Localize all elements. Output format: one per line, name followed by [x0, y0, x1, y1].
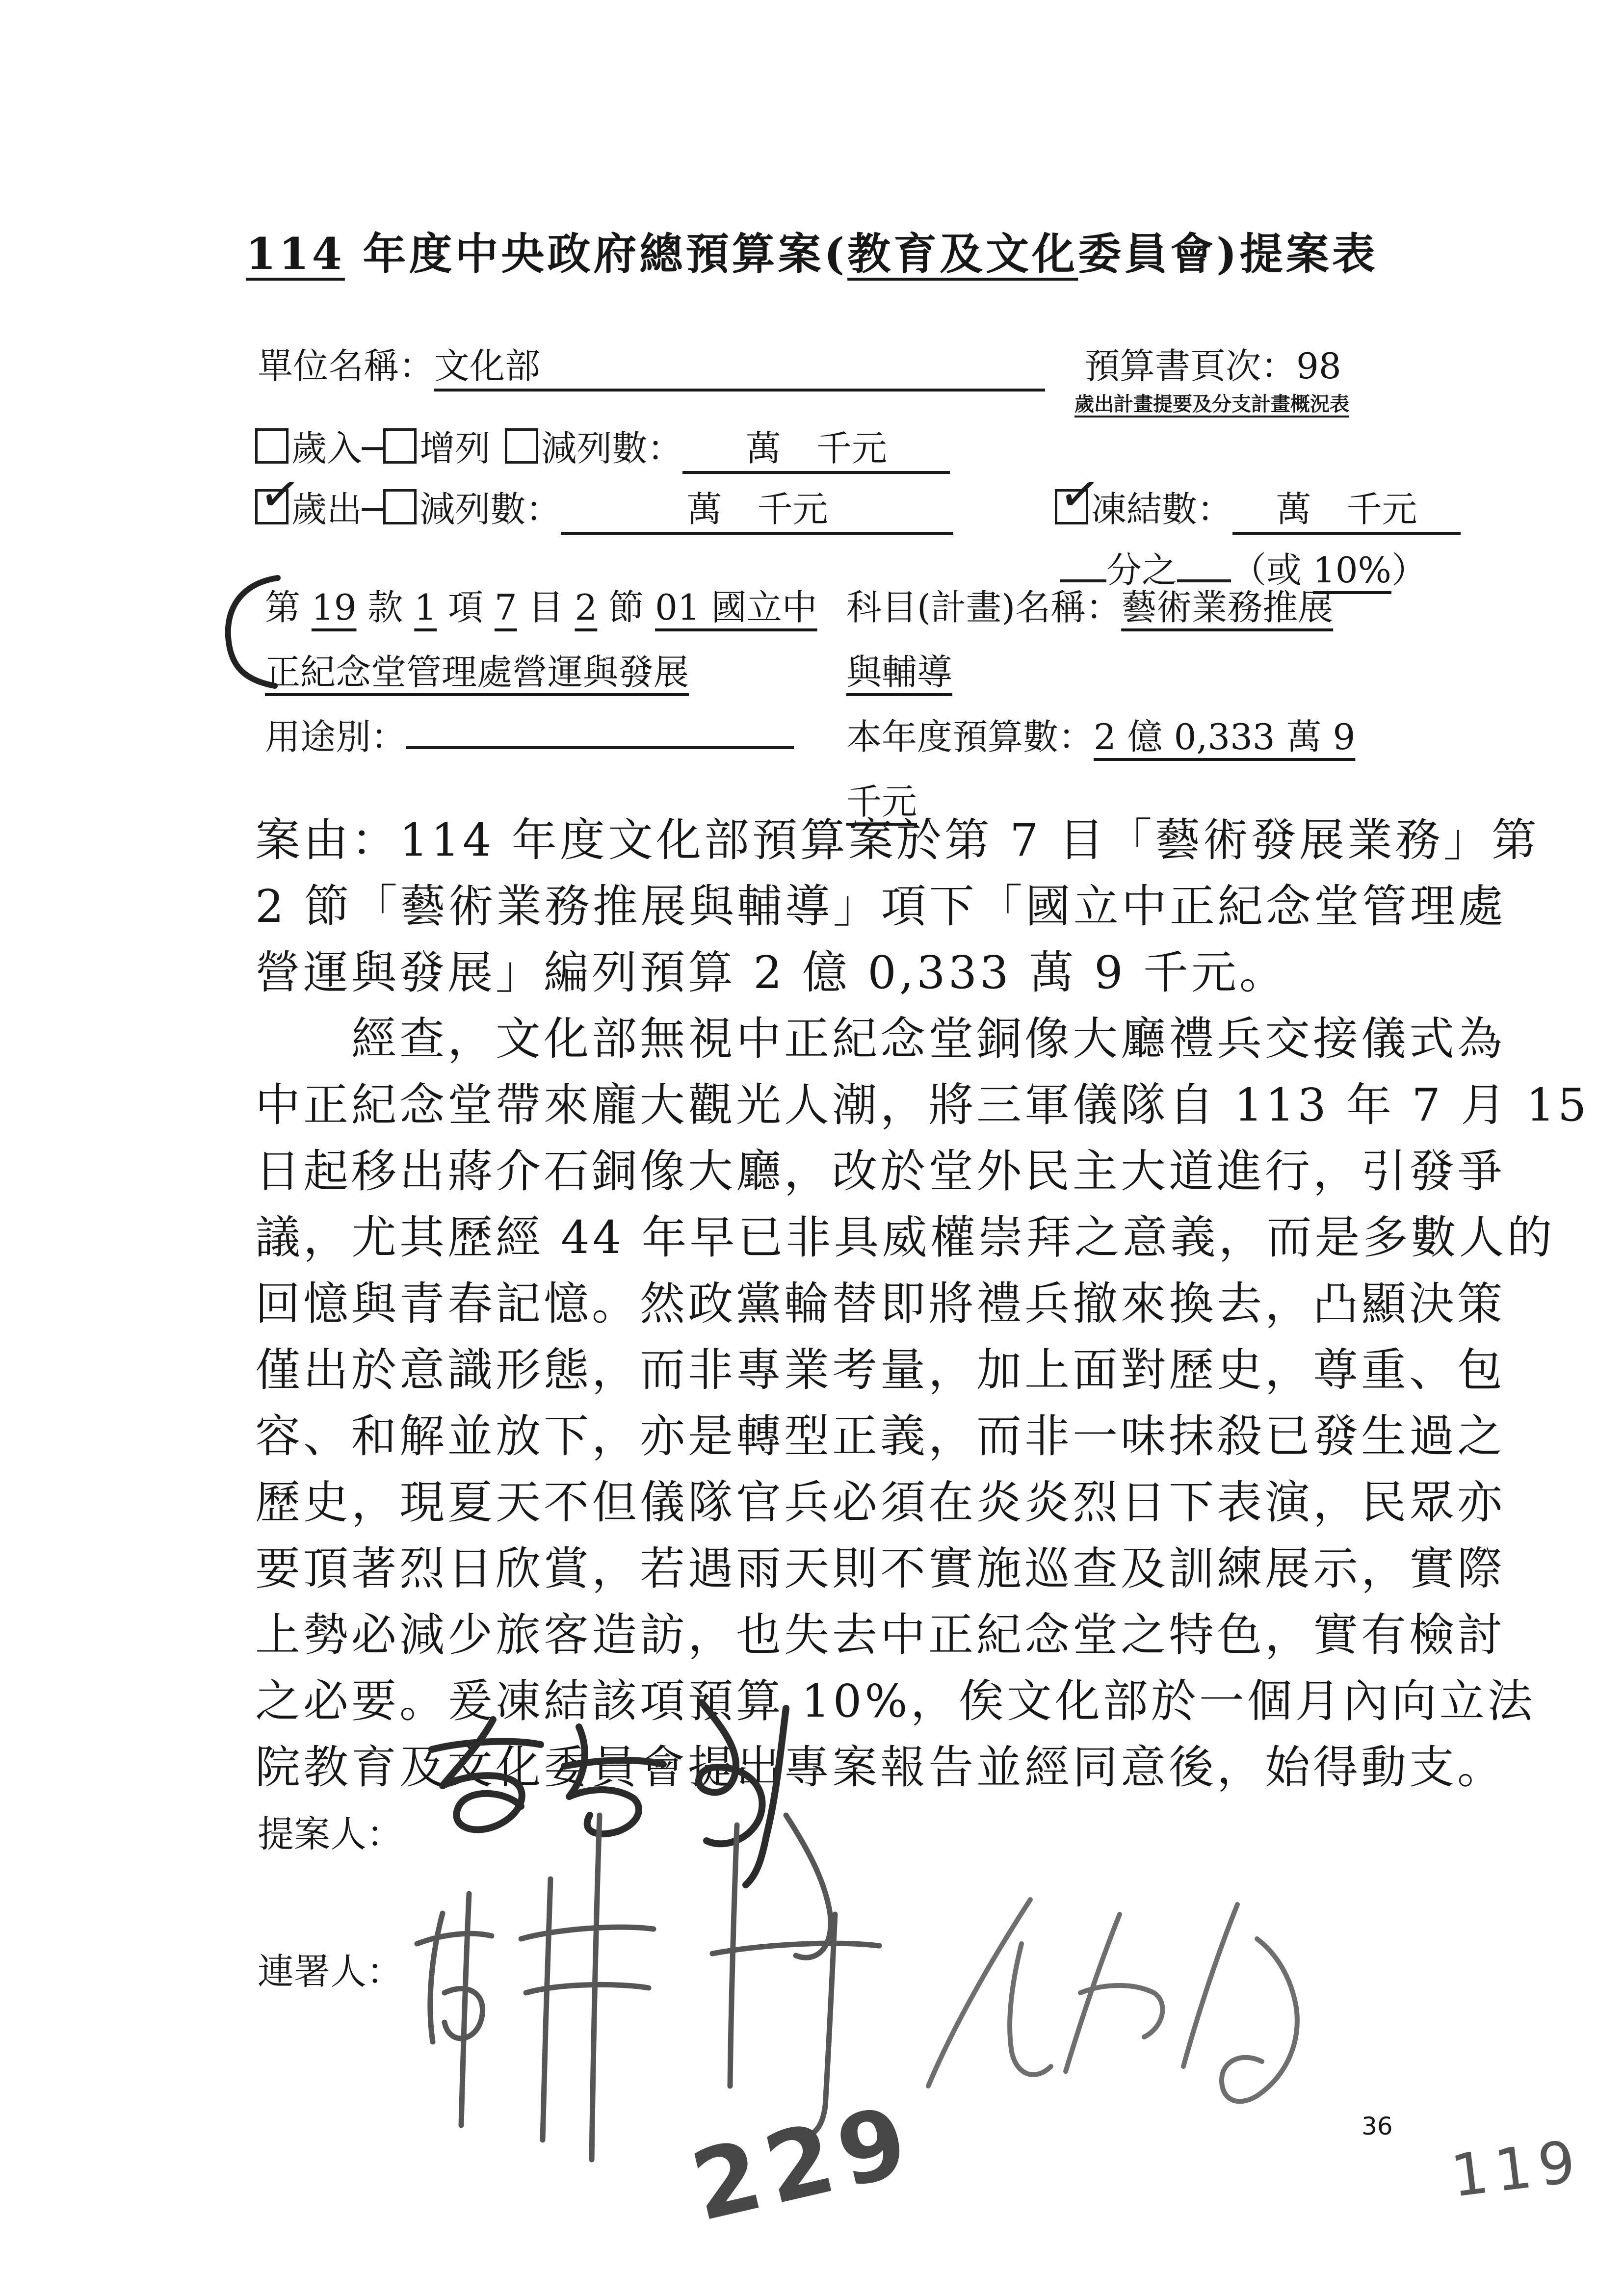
subject-row-2 [846, 644, 952, 695]
item-seg: 款 [356, 587, 415, 628]
expenditure-label: 歲出 [291, 489, 363, 530]
usage-label: 用途別： [265, 716, 407, 757]
body-line: 回憶與青春記憶。然政黨輪替即將禮兵撤來換去，凸顯決策 [255, 1278, 1506, 1330]
fraction-pct: 10% [1312, 549, 1391, 591]
check-icon: ✓ [256, 463, 305, 526]
item-jie-no: 2 [575, 587, 598, 628]
proposer-label: 提案人： [258, 1813, 403, 1855]
unit-name-label: 單位名稱： [258, 345, 435, 387]
handwritten-number-right: 119 [1447, 2127, 1586, 2210]
expenditure-amount-blank: 萬 千元 [561, 481, 953, 535]
increase-label: 增列 [419, 428, 491, 469]
cosigner-signature-2 [928, 1900, 1297, 2101]
title-year: 114 [246, 228, 345, 279]
subject-label: 科目(計畫)名稱： [846, 587, 1122, 628]
item-code-name: 01 國立中 [655, 587, 817, 628]
unit-name-row [258, 338, 1045, 391]
subject-value: 藝術業務推展 [1121, 587, 1334, 628]
item-seg: 節 [597, 587, 655, 628]
body-line: 案由：114 年度文化部預算案於第 7 目「藝術發展業務」第 [255, 814, 1540, 866]
budget-value-2: 千元 [846, 781, 917, 822]
subject-row [846, 579, 1333, 630]
dash: ─ [362, 428, 384, 469]
fraction-close: ） [1391, 549, 1427, 591]
item-name-cont: 正紀念堂管理處營運與發展 [265, 652, 689, 693]
check-icon: ✓ [1055, 463, 1104, 526]
freeze-label: 凍結數： [1091, 489, 1233, 530]
body-line: 之必要。爰凍結該項預算 10%，俟文化部於一個月內向立法 [255, 1675, 1536, 1727]
body-line: 2 節「藝術業務推展與輔導」項下「國立中正紀念堂管理處 [255, 880, 1506, 933]
item-mu-no: 7 [494, 587, 517, 628]
body-line: 上勢必減少旅客造訪，也失去中正紀念堂之特色，實有檢討 [255, 1609, 1506, 1661]
item-seg: 目 [517, 587, 575, 628]
unit-name-value: 文化部 [434, 338, 1045, 391]
item-line-2 [265, 644, 689, 695]
checkbox-decrease-1 [505, 428, 538, 464]
page-title [0, 220, 1624, 282]
revenue-label: 歲入 [291, 428, 363, 469]
item-seg: 第 [265, 587, 312, 628]
body-line: 營運與發展」編列預算 2 億 0,333 萬 9 千元。 [255, 946, 1287, 999]
cosigner-label: 連署人： [258, 1951, 403, 1993]
body-line: 僅出於意識形態，而非專業考量，加上面對歷史，尊重、包 [255, 1344, 1506, 1396]
revenue-row [255, 420, 950, 474]
body-line: 歷史，現夏天不但儀隊官兵必須在炎炎烈日下表演，民眾亦 [255, 1476, 1506, 1529]
body-line: 要頂著烈日欣賞，若遇雨天則不實施巡查及訓練展示，實際 [255, 1542, 1506, 1595]
budget-amount-row [846, 708, 1355, 759]
revenue-amount-blank: 萬 千元 [682, 420, 950, 474]
page-number: 36 [1362, 2112, 1393, 2140]
title-committee: 教育及文化 [847, 228, 1078, 279]
checkbox-freeze [1055, 463, 1104, 526]
usage-row [265, 708, 794, 759]
budget-value: 2 億 0,333 萬 9 [1094, 716, 1356, 757]
title-tail: 委員會)提案表 [1078, 228, 1378, 279]
budget-page-ref [1084, 338, 1341, 389]
decrease-label-2: 減列數： [419, 489, 561, 530]
fraction-mid: 分之 [1106, 549, 1178, 591]
body-line: 議，尤其歷經 44 年早已非具威權崇拜之意義，而是多數人的 [255, 1211, 1555, 1264]
checkbox-decrease-2 [383, 489, 417, 524]
body-line: 院教育及文化委員會提出專案報告並經同意後，始得動支。 [255, 1741, 1506, 1794]
checkbox-expenditure [255, 463, 305, 526]
expenditure-row [255, 463, 953, 535]
title-main: 年度中央政府總預算案( [344, 228, 848, 279]
page-ref-value: 98 [1296, 345, 1341, 387]
freeze-amount-blank: 萬 千元 [1232, 481, 1461, 535]
freeze-row [1055, 463, 1461, 535]
page-ref-label: 預算書頁次： [1084, 345, 1297, 387]
checkbox-revenue [255, 428, 288, 464]
page-ref-note: 歲出計畫提要及分支計畫概況表 [1074, 392, 1349, 416]
item-xiang-no: 1 [414, 587, 437, 628]
usage-blank [406, 746, 794, 749]
case-description [255, 807, 1589, 1800]
checkbox-increase [383, 428, 417, 464]
handwritten-number-center: 229 [682, 2084, 925, 2243]
body-line: 容、和解並放下，亦是轉型正義，而非一味抹殺已發生過之 [255, 1410, 1506, 1462]
body-line: 經查，文化部無視中正紀念堂銅像大廳禮兵交接儀式為 [255, 1013, 1506, 1065]
fraction-or: （或 [1231, 549, 1313, 591]
item-kuan-no: 19 [311, 587, 357, 628]
item-seg: 項 [437, 587, 495, 628]
decrease-label-1: 減列數： [541, 428, 683, 469]
item-line-1 [265, 579, 817, 630]
body-line: 中正紀念堂帶來龐大觀光人潮，將三軍儀隊自 113 年 7 月 15 [255, 1079, 1590, 1131]
budget-label: 本年度預算數： [846, 716, 1094, 757]
dash2: ─ [362, 489, 384, 530]
subject-value-2: 與輔導 [846, 652, 953, 693]
body-line: 日起移出蔣介石銅像大廳，改於堂外民主大道進行，引發爭 [255, 1145, 1506, 1198]
